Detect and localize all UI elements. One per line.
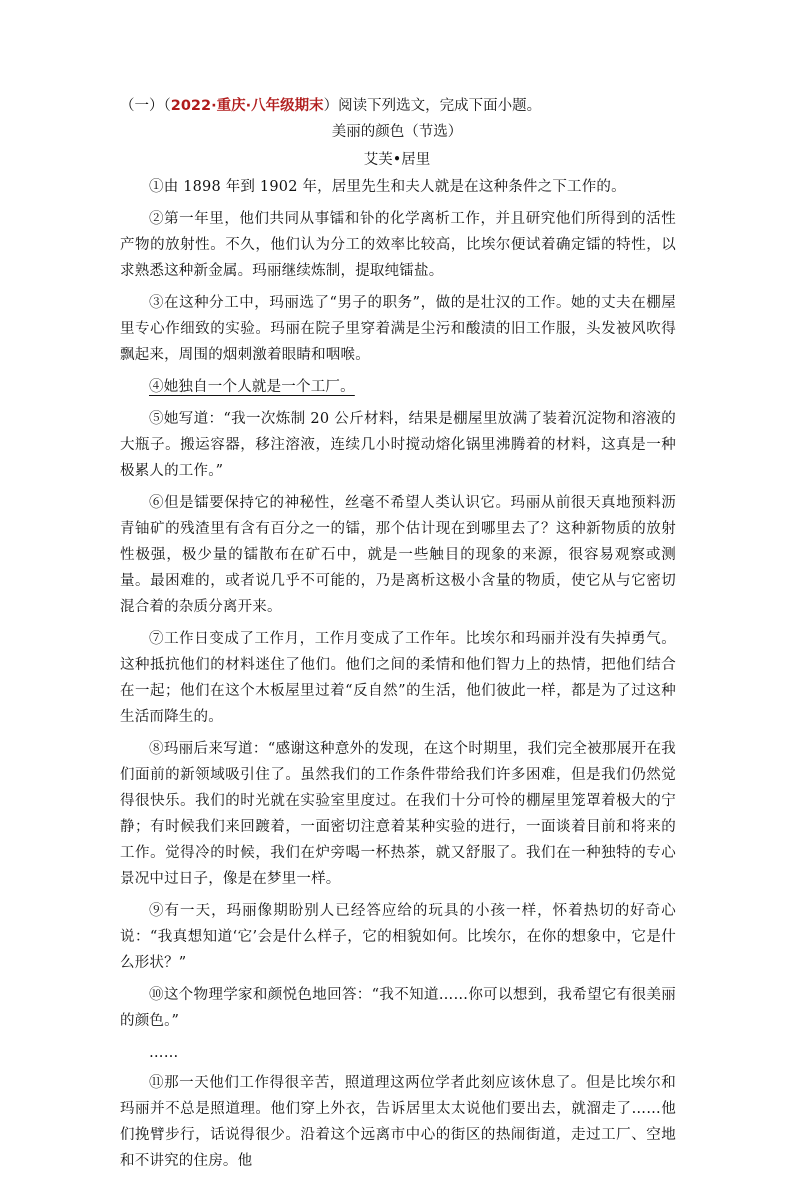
paragraph-5: ⑤她写道：“我一次炼制 20 公斤材料，结果是棚屋里放满了装着沉淀物和溶液的大瓶子。搬运容器，移注溶液，连续几小时搅动熔化锅里沸腾着的材料，这真是一种极累人的工作。” bbox=[120, 411, 676, 479]
paragraph-8: ⑧玛丽后来写道：“感谢这种意外的发现，在这个时期里，我们完全被那展开在我们面前的新领域吸引住了。虽然我们的工作条件带给我们许多困难，但是我们仍然觉得很快乐。我们的时光就在实验室里度过。在我们十分可怜的棚屋里笼罩着极大的宁静；有时候我们来回踱着，一面密切注意着某种实验的进行，一面谈着目前和将来的工作。觉得冷的时候，我们在炉旁喝一杯热茶，就又舒服了。我们在一种独特的专心景况中过日子，像是在梦里一样。 bbox=[120, 741, 676, 887]
paragraph-6: ⑥但是镭要保持它的神秘性，丝毫不希望人类认识它。玛丽从前很天真地预料沥青铀矿的残渣里有含有百分之一的镭，那个估计现在到哪里去了？这种新物质的放射性极强，极少量的镭散布在矿石中，就是一些触目的现象的来源，很容易观察或测量。最困难的，或者说几乎不可能的，乃是离析这极小含量的物质，使它从与它密切混合着的杂质分离开来。 bbox=[120, 495, 676, 615]
header-prefix: （一）（ bbox=[120, 98, 171, 114]
paragraph-1: ①由 1898 年到 1902 年，居里先生和夫人就是在这种条件之下工作的。 bbox=[149, 179, 626, 195]
paragraph-10: ⑩这个物理学家和颜悦色地回答：“我不知道……你可以想到，我希望它有很美丽的颜色。” bbox=[120, 987, 676, 1029]
header-instruction: ）阅读下列选文，完成下面小题。 bbox=[323, 98, 542, 114]
paragraph-3: ③在这种分工中，玛丽选了“男子的职务”，做的是壮汉的工作。她的丈夫在棚屋里专心作细致的实验。玛丽在院子里穿着满是尘污和酸渍的旧工作服，头发被风吹得飘起来，周围的烟刺激着眼睛和咽喉。 bbox=[120, 295, 676, 363]
paragraph-4 bbox=[120, 374, 676, 400]
source-tag: 2022·重庆·八年级期末 bbox=[170, 98, 324, 114]
paragraph-9: ⑨有一天，玛丽像期盼别人已经答应给的玩具的小孩一样，怀着热切的好奇心说：“我真想知道‘它’会是什么样子，它的相貌如何。比埃尔，在你的想象中，它是什么形状？” bbox=[120, 903, 676, 971]
question-header bbox=[120, 96, 680, 116]
paragraph-7: ⑦工作日变成了工作月，工作月变成了工作年。比埃尔和玛丽并没有失掉勇气。这种抵抗他们的材料迷住了他们。他们之间的柔情和他们智力上的热情，把他们结合在一起；他们在这个木板屋里过着“反自然”的生活，他们彼此一样，都是为了过这种生活而降生的。 bbox=[120, 631, 676, 725]
paragraph-11: ⑪那一天他们工作得很辛苦，照道理这两位学者此刻应该休息了。但是比埃尔和玛丽并不总是照道理。他们穿上外衣，告诉居里太太说他们要出去，就溜走了……他们挽臂步行，话说得很少。沿着这个远离市中心的街区的热闹街道，走过工厂、空地和不讲究的住房。他 bbox=[120, 1075, 676, 1169]
article-title: 美丽的颜色（节选） bbox=[331, 124, 463, 140]
underlined-sentence: ④她独自一个人就是一个工厂。 bbox=[149, 379, 355, 395]
article-author: 艾芙•居里 bbox=[363, 152, 431, 168]
article-body bbox=[120, 174, 676, 1180]
paragraph-2: ②第一年里，他们共同从事镭和钋的化学离析工作，并且研究他们所得到的活性产物的放射性。不久，他们认为分工的效率比较高，比埃尔便试着确定镭的特性，以求熟悉这种新金属。玛丽继续炼制，提取纯镭盐。 bbox=[120, 211, 676, 279]
omission-mark: …… bbox=[149, 1045, 179, 1061]
